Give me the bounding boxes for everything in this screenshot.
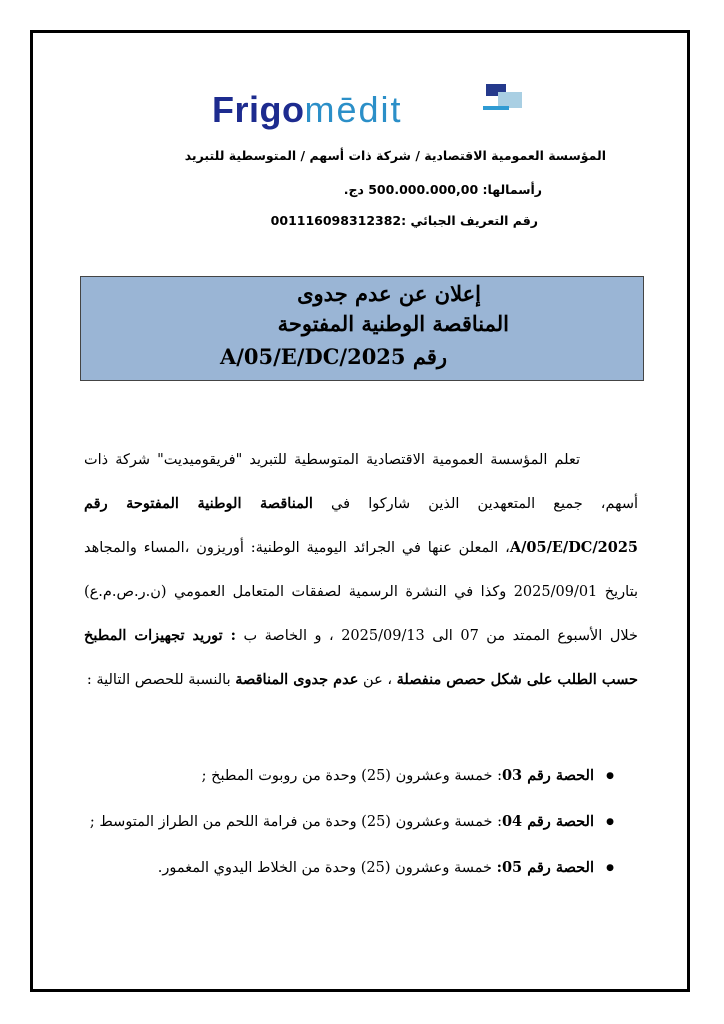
publication-date: 2025/09/01 (513, 584, 598, 600)
notice-title-banner (80, 276, 644, 381)
body-text-segment: ، و الخاصة ب (235, 628, 342, 644)
company-tax-id: رقم التعريف الجبائي :001116098312382 (270, 213, 538, 228)
tender-type-bold: المناقصة الوطنية المفتوحة رقم (84, 495, 313, 512)
tender-number-prefix: رقم (405, 344, 447, 369)
logo-bar (483, 106, 509, 110)
infructuous-bold: عدم جدوى المناقصة (235, 671, 359, 688)
lot-description: : خمسة وعشرون (25) وحدة من فرامة اللحم من الطراز المتوسط ; (89, 814, 502, 830)
body-text-segment: بالنسبة للحصص التالية : (86, 672, 236, 688)
body-text-segment: وكذا في النشرة الرسمية لصفقات المتعامل العمومي (ن.ر.ص.م.ع) خلال الأسبوع الممتد من 07 الى (84, 584, 638, 644)
logo-wordmark (212, 90, 403, 130)
tender-subject-bold: : توريد تجهيزات المطبخ حسب الطلب على شكل حصص منفصلة (84, 627, 638, 688)
notice-title-line2: المناقصة الوطنية المفتوحة (277, 311, 509, 336)
tender-number: A/05/E/DC/2025 (219, 344, 406, 369)
company-logo (212, 84, 512, 134)
logo-frigo: Frigo (212, 89, 305, 130)
lot-label: الحصة رقم 04 (501, 813, 594, 830)
logo-medit: mēdit (304, 89, 403, 130)
company-legal-name: المؤسسة العمومية الاقتصادية / شركة ذات أسهم / المتوسطية للتبريد (184, 148, 606, 163)
lot-description: : خمسة وعشرون (25) وحدة من روبوت المطبخ ; (201, 768, 502, 784)
list-item (84, 802, 638, 842)
body-text-segment: ، المعلن عنها في الجرائد اليومية الوطنية: أوريزون ،المساء والمجاهد بتاريخ (84, 540, 638, 600)
body-text-segment: تعلم المؤسسة العمومية الاقتصادية المتوسطية للتبريد "فريقوميديت" شركة ذات أسهم، جميع المتعهدين الذين شاركوا في (84, 452, 638, 512)
lot-label: الحصة رقم 03 (501, 767, 594, 784)
lots-list (84, 756, 638, 894)
body-text-segment: ، عن (358, 672, 397, 688)
lot-label: الحصة رقم 05: (496, 859, 594, 876)
notice-paragraph (84, 438, 638, 702)
notice-title-line3 (220, 344, 447, 369)
lot-description: خمسة وعشرون (25) وحدة من الخلاط اليدوي المغمور. (157, 860, 497, 876)
list-item (84, 848, 638, 888)
tender-number-inline: A/05/E/DC/2025 (509, 539, 638, 556)
end-date: 2025/09/13 (341, 628, 425, 644)
list-item (84, 756, 638, 796)
notice-title-line1: إعلان عن عدم جدوى (297, 281, 481, 306)
company-capital: رأسمالها: 500.000.000,00 دج. (343, 182, 542, 197)
notice-body (84, 438, 638, 702)
